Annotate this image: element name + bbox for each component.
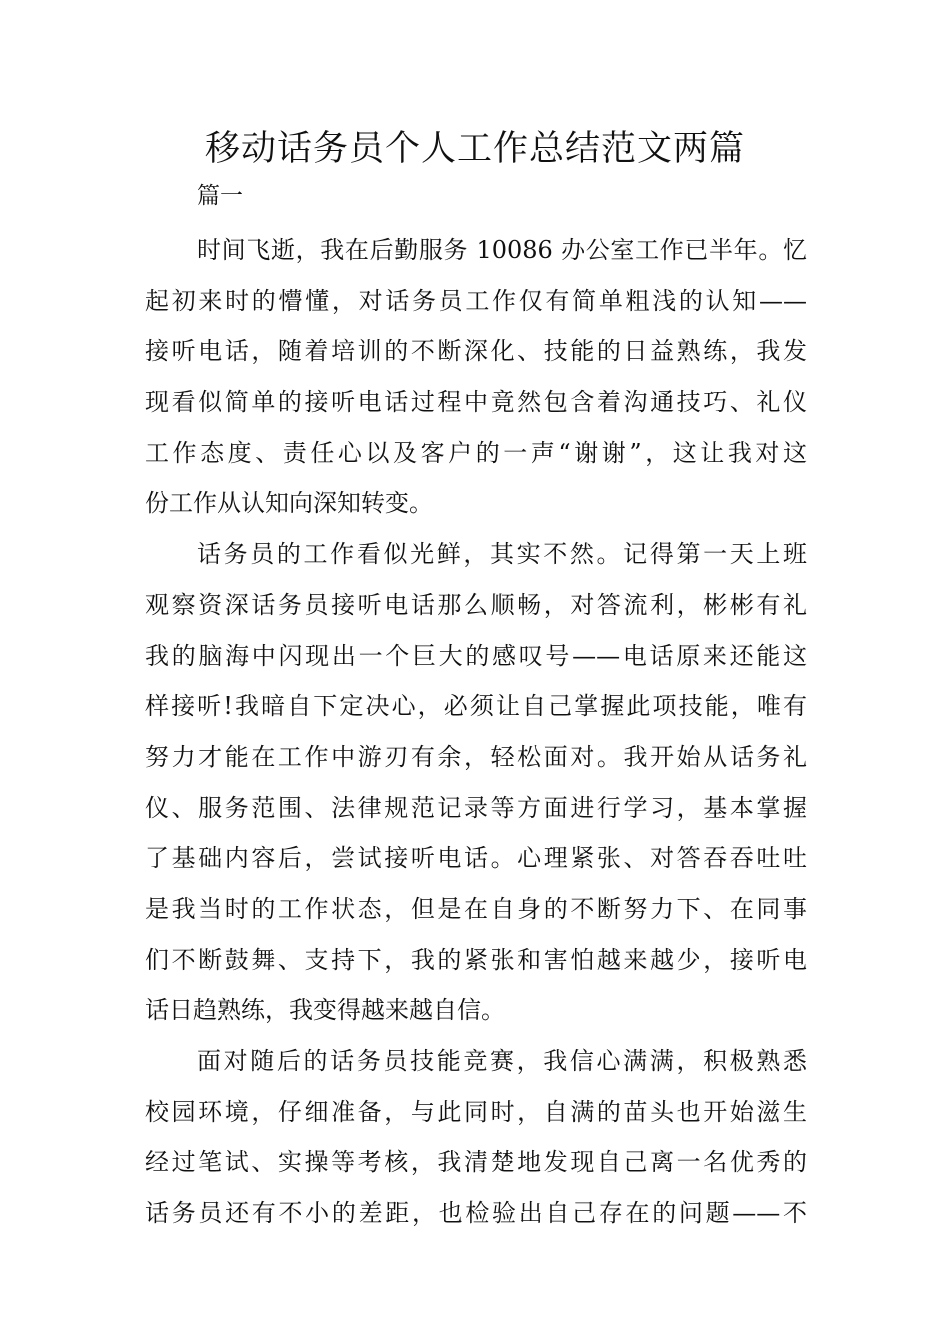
paragraph-line: 校园环境，仔细准备，与此同时，自满的苗头也开始滋生 (145, 1097, 807, 1126)
paragraph-line: 努力才能在工作中游刃有余，轻松面对。我开始从话务礼 (145, 742, 807, 771)
paragraph-line: 我的脑海中闪现出一个巨大的感叹号——电话原来还能这 (145, 641, 807, 670)
paragraph-line: 观察资深话务员接听电话那么顺畅，对答流利，彬彬有礼 (145, 590, 807, 619)
paragraph-line: 现看似简单的接听电话过程中竟然包含着沟通技巧、礼仪 (145, 388, 807, 417)
document-title: 移动话务员个人工作总结范文两篇 (204, 129, 745, 169)
paragraph-line: 样接听!我暗自下定决心，必须让自己掌握此项技能，唯有 (145, 692, 807, 721)
paragraph-line: 了基础内容后，尝试接听电话。心理紧张、对答吞吞吐吐 (145, 844, 807, 873)
paragraph-line: 话务员的工作看似光鲜，其实不然。记得第一天上班 (197, 540, 807, 569)
paragraph-line: 面对随后的话务员技能竞赛，我信心满满，积极熟悉 (197, 1047, 807, 1075)
paragraph-line: 接听电话，随着培训的不断深化、技能的日益熟练，我发 (145, 337, 807, 366)
paragraph-line: 是我当时的工作状态，但是在自身的不断努力下、在同事 (145, 894, 807, 923)
paragraph-line: 们不断鼓舞、支持下，我的紧张和害怕越来越少，接听电 (145, 945, 807, 974)
section-label: 篇一 (197, 183, 243, 209)
document-body (145, 225, 807, 1239)
paragraph-line: 工作态度、责任心以及客户的一声“谢谢”，这让我对这 (145, 438, 807, 467)
paragraph-line: 时间飞逝，我在后勤服务 10086 办公室工作已半年。忆 (197, 236, 807, 264)
paragraph-line: 话日趋熟练，我变得越来越自信。 (145, 996, 505, 1025)
paragraph-line: 话务员还有不小的差距，也检验出自己存在的问题——不 (145, 1199, 807, 1228)
paragraph-line: 起初来时的懵懂，对话务员工作仅有简单粗浅的认知—— (145, 286, 807, 315)
paragraph-line: 份工作从认知向深知转变。 (145, 489, 433, 518)
paragraph-line: 经过笔试、实操等考核，我清楚地发现自己离一名优秀的 (145, 1148, 807, 1177)
paragraph-line: 仪、服务范围、法律规范记录等方面进行学习，基本掌握 (145, 793, 807, 822)
